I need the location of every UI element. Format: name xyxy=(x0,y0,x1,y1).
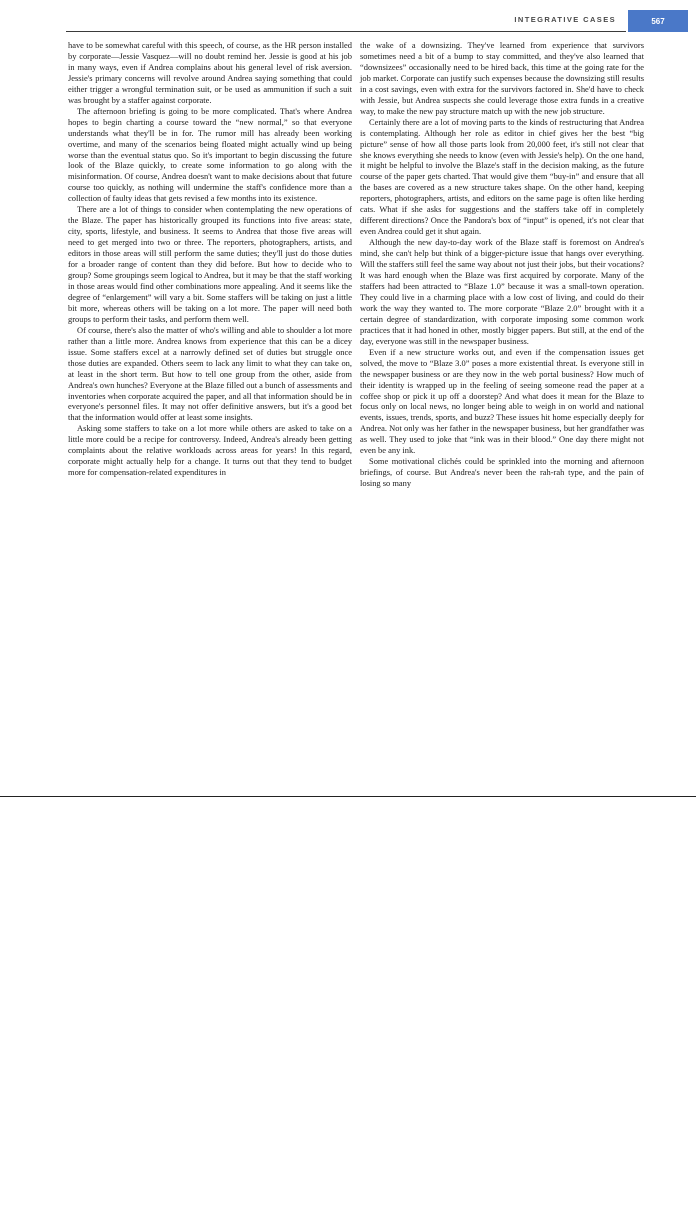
paragraph: Certainly there are a lot of moving parts to the kinds of restructuring that Andrea is contemplating. Although her role as editor in chief gives her the best “big picture” sense of how all those parts look from 20,000 feet, it's still not clear that she knows everything she needs to know (even with Jessie's help). On the one hand, it might be helpful to involve the Blaze's staff in the decision making, as the future course of the paper gets charted. That would give them “buy-in” and ensure that all the bases are covered as a new structure takes shape. On the other hand, keeping reporters, photographers, artists, and editors on the same page is often like herding cats. What if she asks for suggestions and the staffers take off in completely different directions? Once the Pandora's box of “input” is opened, it's not clear that even Andrea could get it shut again. xyxy=(360,116,644,237)
page-header xyxy=(0,10,696,32)
paragraph: Even if a new structure works out, and even if the compensation issues get solved, the move to “Blaze 3.0” poses a more existential threat. Is everyone still in the newspaper business or are they now in the web portal business? How much of their identity is wrapped up in the feeling of seeing someone read the paper at a coffee shop or pick it up off a doorstep? And what does it mean for the Blaze to focus only on local news, no longer being able to weigh in on world and national events, issues, trends, sports, and buzz? These issues hit home especially deeply for Andrea. Not only was her father in the newspaper business, but her grandfather was as well. They used to joke that “ink was in their blood.” One day there might not even be any ink. xyxy=(360,346,644,456)
paragraph: Asking some staffers to take on a lot more while others are asked to take on a little more could be a recipe for controversy. Indeed, Andrea's already been getting complaints about the relative workloads across areas for years! In this regard, corporate might actually help for a change. It turns out that they tend to budget more for compensation-related expenditures in xyxy=(68,423,352,478)
paragraph: Some motivational clichés could be sprinkled into the morning and afternoon briefings, of course. But Andrea's never been the rah-rah type, and the pain of losing so many xyxy=(360,456,644,489)
paragraph: The afternoon briefing is going to be more complicated. That's where Andrea hopes to begin charting a course toward the “new normal,” so that everyone understands what they'll be in for. The rumor mill has already been working overtime, and many of the scenarios being floated might actually wind up being worse than the eventual status quo. So it's important to begin discussing the future look of the Blaze quickly, to create some information to go along with the misinformation. Of course, Andrea doesn't want to make decisions about that future course too quickly, as nothing will undermine the staff's confidence more than a collection of faulty ideas that gets revised a few months into its existence. xyxy=(68,105,352,204)
paragraph: Although the new day-to-day work of the Blaze staff is foremost on Andrea's mind, she can't help but think of a bigger-picture issue that hangs over everything. Will the staffers still feel the same way about not just their jobs, but their vocations? It was hard enough when the Blaze was first acquired by corporate. Many of the staffers had been attracted to “Blaze 1.0” because it was a small-town operation. They could live in a charming place with a low cost of living, and could do their work the way they wanted to. The more corporate “Blaze 2.0” brought with it a certain degree of standardization, with corporate imposing some common work practices that it had honed in other, mostly bigger papers. But still, at the end of the day, everyone was still in the newspaper business. xyxy=(360,237,644,346)
left-column xyxy=(68,40,352,478)
paragraph: the wake of a downsizing. They've learned from experience that survivors sometimes need a bit of a bump to stay committed, and they've also learned that “downsizees” occasionally need to be hired back, this time at the going rate for the job market. Corporate can justify such expenses because the downsizing still results in a cost savings, even with extra for the survivors factored in. She'd have to check with Jessie, but Andrea suspects she could leverage those extra funds in a creative way, to make the new pay structure match up with the new job structure. xyxy=(360,40,644,116)
running-head: INTEGRATIVE CASES xyxy=(514,15,616,24)
right-column xyxy=(360,40,644,489)
page-number: 567 xyxy=(628,10,688,32)
paragraph: have to be somewhat careful with this speech, of course, as the HR person installed by corporate—Jessie Vasquez—will no doubt remind her. Jessie is good at his job in many ways, even if Andrea complains about his general level of risk aversion. Jessie's primary concerns will revolve around Andrea saying something that could either trigger a wrongful termination suit, or be used as ammunition if such a suit was brought by a staffer against corporate. xyxy=(68,40,352,105)
paragraph: There are a lot of things to consider when contemplating the new operations of the Blaze. The paper has historically grouped its functions into five areas: state, city, sports, lifestyle, and business. It seems to Andrea that those five areas will need to get merged into two or three. The reporters, photographers, artists, and editors in those areas will still perform the same duties; they'll just do those duties for a broader range of content than they did before. But how to decide who to group? Some groupings seem logical to Andrea, but it may be that the staff working in those areas would find other combinations more appealing. And it seems like the degree of “enlargement” will vary a bit. Some staffers will be taking on just a little bit more, whereas others will be taking on a lot more. The paper will need both groups to perform their tasks, and perform them well. xyxy=(68,204,352,324)
header-rule xyxy=(66,31,626,32)
page-divider xyxy=(0,796,696,797)
paragraph: Of course, there's also the matter of who's willing and able to shoulder a lot more rather than a little more. Andrea knows from experience that this can be a dicey issue. Some staffers excel at a narrowly defined set of duties but struggle once those duties are expanded. Others seem to lack any limit to what they can take on, at least in the short term. But how to tell one group from the other, aside from Andrea's own hunches? Everyone at the Blaze filled out a bunch of assessments and inventories when corporate acquired the paper, and all that information should be in everyone's personnel files. It may not offer definitive answers, but it's a good bet that the information would offer at least some insights. xyxy=(68,324,352,423)
